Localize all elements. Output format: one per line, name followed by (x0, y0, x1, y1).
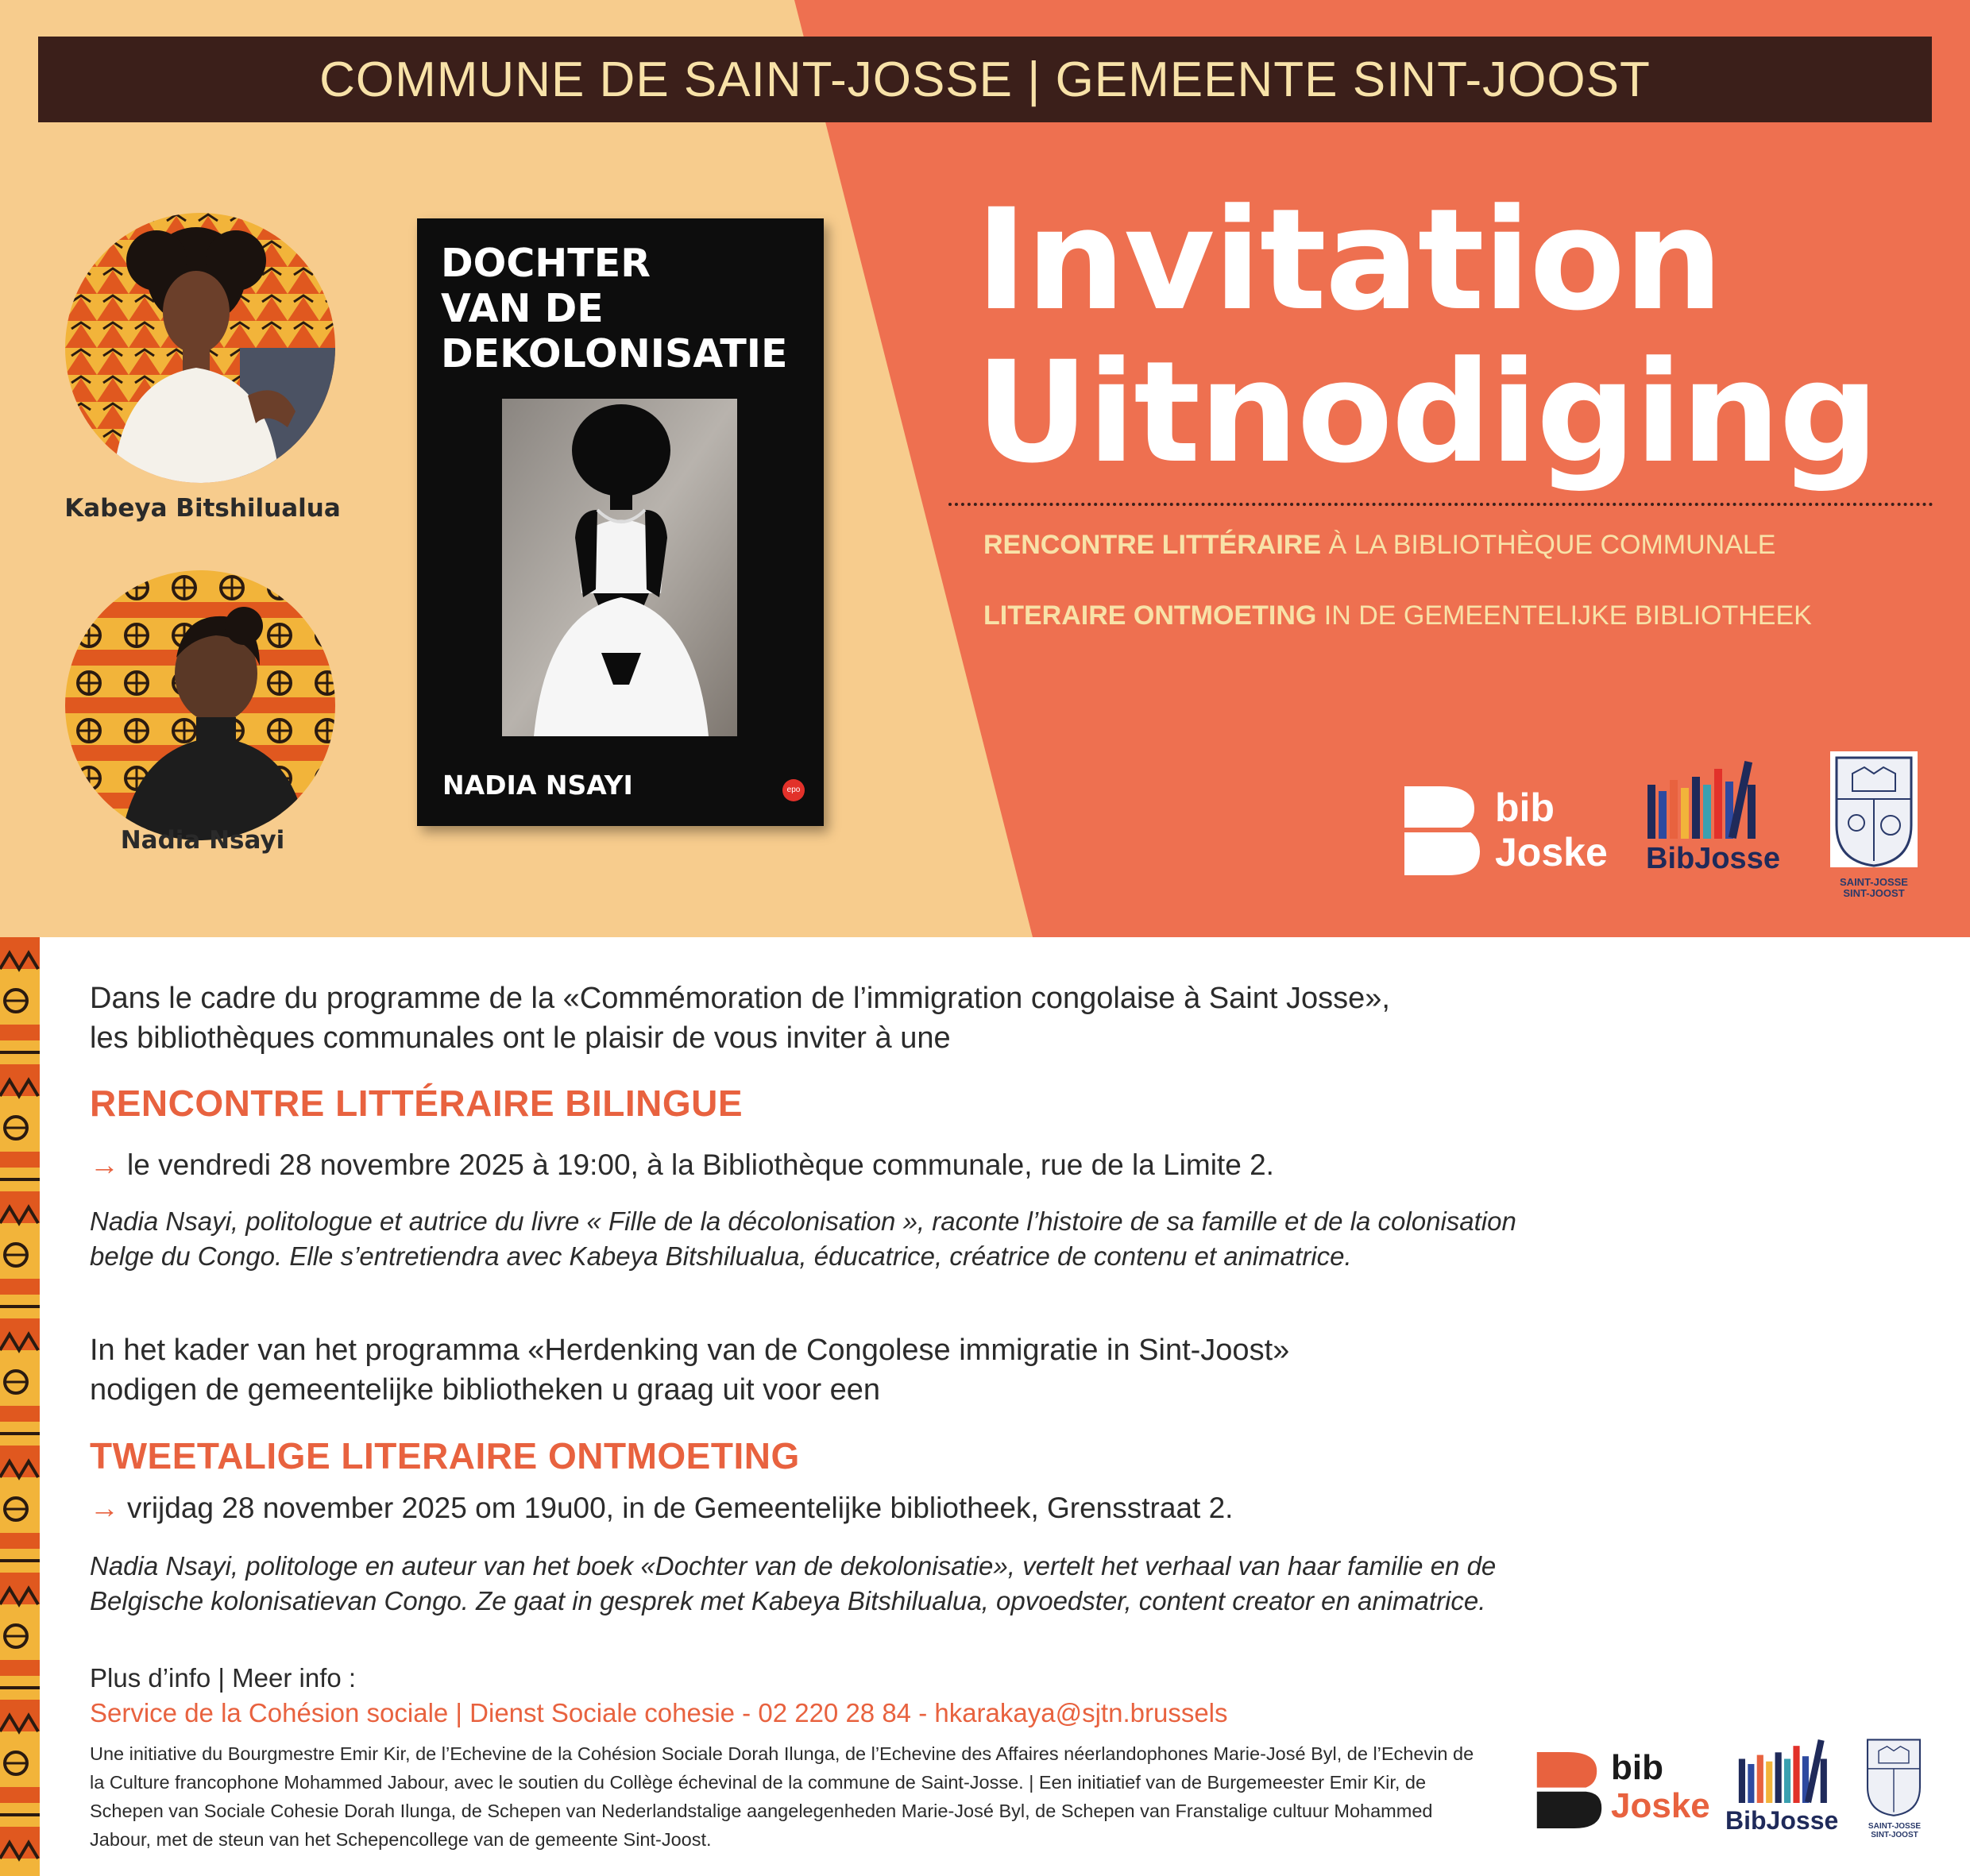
french-desc-line-1: Nadia Nsayi, politologue et autrice du livre « Fille de la décolonisation », raconte l’histoire de sa famille et de la colonisation (90, 1206, 1516, 1236)
contact-line: Service de la Cohésion sociale | Dienst Sociale cohesie - 02 220 28 84 - hkarakaya@sjtn.brussels (90, 1698, 1228, 1727)
credits-text: Une initiative du Bourgmestre Emir Kir, de l’Echevine de la Cohésion Sociale Dorah Ilunga, de l’Echevine des Affaires néerlandophones Marie-José Byl, de l’Echevin de la Culture francophone Mohammed Jabour, avec le soutien du Collège échevinal de la commune de Saint-Josse. | Een initiatief van de Burgemeester Emir Kir, de Schepen van Sociale Cohesie Dorah Ilunga, de Schepen van Nederlandstalige aangelegenheden Marie-José Byl, de Schepen van Franstalige cultuur Mohammed Jabour, met de steun van het Schepencollege van de gemeente Sint-Joost. (90, 1743, 1474, 1850)
dotted-divider (948, 503, 1933, 506)
bib-joske-logo-icon (1404, 786, 1480, 875)
dutch-desc-line-2: Belgische kolonisatievan Congo. Ze gaat in gesprek met Kabeya Bitshilualua, opvoedster, content creator en animatrice. (90, 1586, 1486, 1615)
crest-footer-line-1: SAINT-JOSSE (1868, 1822, 1922, 1831)
bibjosse-wordmark: BibJosse (1646, 842, 1780, 875)
bibjosse-logo-icon-footer (1729, 1739, 1840, 1803)
book-title-line-2: VAN DE (441, 286, 604, 331)
tagline-french (983, 530, 1775, 561)
crest-label-line-1: SAINT-JOSSE (1840, 876, 1908, 888)
book-cover (417, 218, 824, 826)
french-intro (90, 979, 1390, 1058)
crest-footer-line-2: SINT-JOOST (1871, 1831, 1918, 1839)
portrait-kabeya (65, 213, 335, 483)
speaker-name-1: Kabeya Bitshilualua (64, 494, 341, 523)
book-title-line-3: DEKOLONISATIE (441, 331, 788, 376)
dutch-detail-text: vrijdag 28 november 2025 om 19u00, in de Gemeentelijke bibliotheek, Grensstraat 2. (127, 1492, 1234, 1524)
commune-banner: COMMUNE DE SAINT-JOSSE | GEMEENTE SINT-JOOST (38, 37, 1932, 122)
bib-footer-line-2: Joske (1611, 1786, 1710, 1825)
dutch-desc-line-1: Nadia Nsayi, politologe en auteur van het boek «Dochter van de dekolonisatie», vertelt het verhaal van haar familie en de (90, 1551, 1497, 1581)
bibjosse-logo-icon (1647, 761, 1759, 839)
invitation-title (975, 179, 1878, 494)
book-title-line-1: DOCHTER (441, 241, 651, 286)
bib-wordmark-line-2: Joske (1495, 830, 1608, 874)
more-info-label: Plus d’info | Meer info : (90, 1663, 357, 1693)
crest-label-line-2: SINT-JOOST (1843, 887, 1905, 900)
bib-joske-wordmark (1495, 788, 1608, 872)
tagline-dutch-bold: LITERAIRE ONTMOETING (983, 600, 1317, 631)
dutch-intro-line-1: In het kader van het programma «Herdenking van de Congolese immigratie in Sint-Joost» (90, 1334, 1290, 1367)
bib-footer-line-1: bib (1611, 1748, 1663, 1787)
french-intro-line-1: Dans le cadre du programme de la «Commémoration de l’immigration congolaise à Saint Josse», (90, 982, 1390, 1015)
tagline-dutch-rest: IN DE GEMEENTELIJKE BIBLIOTHEEK (1316, 600, 1812, 631)
bib-joske-wordmark-footer (1611, 1748, 1710, 1825)
dutch-description (90, 1549, 1496, 1619)
bibjosse-wordmark-footer: BibJosse (1725, 1806, 1839, 1835)
tagline-french-rest: À LA BIBLIOTHÈQUE COMMUNALE (1321, 530, 1776, 560)
french-detail-text: le vendredi 28 novembre 2025 à 19:00, à la Bibliothèque communale, rue de la Limite 2. (127, 1148, 1274, 1181)
french-heading: RENCONTRE LITTÉRAIRE BILINGUE (90, 1083, 744, 1124)
dutch-event-detail (90, 1492, 1233, 1525)
dutch-heading: TWEETALIGE LITERAIRE ONTMOETING (90, 1435, 800, 1476)
african-pattern-strip (0, 937, 40, 1876)
french-event-detail (90, 1148, 1274, 1182)
speaker-name-2: Nadia Nsayi (120, 826, 285, 855)
arrow-icon: → (90, 1492, 119, 1524)
tagline-dutch (983, 600, 1812, 631)
arrow-icon: → (90, 1148, 119, 1181)
title-french: Invitation (975, 179, 1722, 342)
book-publisher-logo: epo (782, 779, 805, 801)
saint-josse-crest-icon (1829, 750, 1919, 869)
tagline-french-bold: RENCONTRE LITTÉRAIRE (983, 530, 1321, 560)
title-dutch: Uitnodiging (975, 331, 1878, 494)
hero-section (0, 0, 1970, 937)
saint-josse-crest-icon-footer (1862, 1733, 1926, 1819)
book-title (441, 241, 806, 376)
crest-label (1819, 877, 1929, 900)
bib-wordmark-line-1: bib (1495, 786, 1555, 830)
french-desc-line-2: belge du Congo. Elle s’entretiendra avec Kabeya Bitshilualua, éducatrice, créatrice de contenu et animatrice. (90, 1241, 1352, 1271)
french-description (90, 1204, 1516, 1274)
dutch-intro (90, 1330, 1289, 1410)
portrait-nadia (65, 570, 335, 840)
book-author: NADIA NSAYI (442, 770, 633, 801)
book-cover-art (502, 399, 737, 736)
french-intro-line-2: les bibliothèques communales ont le plaisir de vous inviter à une (90, 1021, 951, 1055)
bib-joske-logo-icon-footer (1532, 1752, 1607, 1828)
dutch-intro-line-2: nodigen de gemeentelijke bibliotheken u graag uit voor een (90, 1373, 881, 1407)
crest-label-footer (1851, 1822, 1938, 1839)
